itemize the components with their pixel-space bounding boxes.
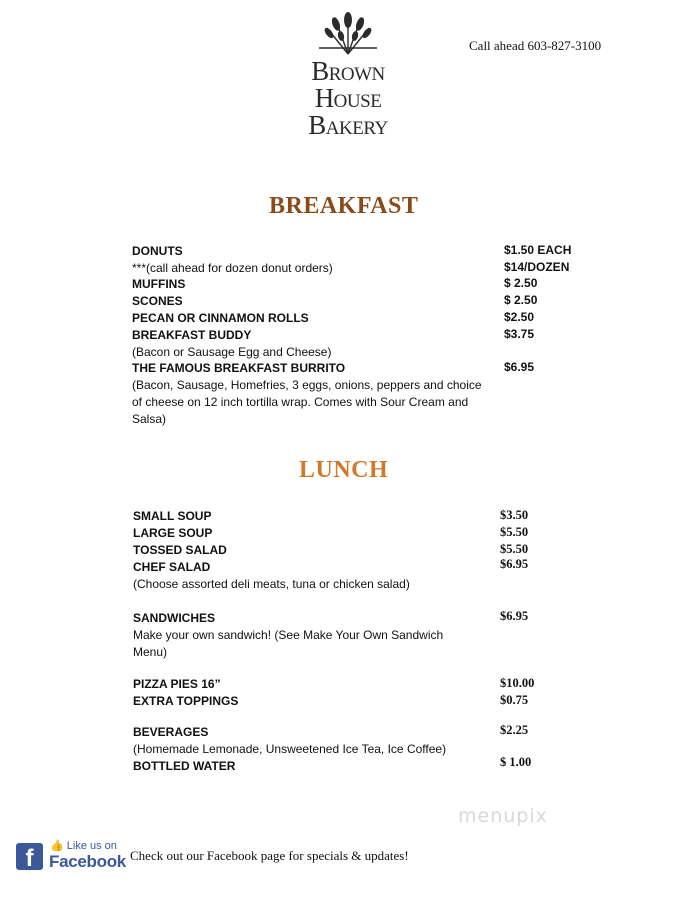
menu-item: MUFFINS [132, 277, 186, 291]
menu-price: $ 2.50 [504, 293, 538, 307]
menu-price: $2.25 [500, 723, 529, 737]
menu-note: Make your own sandwich! (See Make Your Own Sandwich [133, 628, 444, 642]
menu-price: $6.95 [504, 360, 535, 374]
menu-price: $ 2.50 [504, 276, 538, 290]
menu-price: $10.00 [500, 676, 535, 690]
menu-note: (Homemade Lemonade, Unsweetened Ice Tea, Ice Coffee) [133, 742, 447, 756]
menu-item: SCONES [132, 294, 183, 308]
menu-price: $2.50 [504, 310, 535, 324]
menu-price: $3.50 [500, 508, 529, 522]
menu-price: $6.95 [500, 609, 529, 623]
menu-price: $6.95 [500, 557, 529, 571]
menu-item: THE FAMOUS BREAKFAST BURRITO [132, 361, 346, 375]
thumbs-up-icon: 👍 [50, 840, 64, 852]
menu-item: CHEF SALAD [133, 560, 211, 574]
menupix-watermark: menupix [458, 805, 548, 827]
menu-note: Menu) [133, 645, 168, 659]
logo-line-3: Bakery [308, 110, 388, 140]
facebook-like-text [50, 839, 117, 852]
breakfast-title: BREAKFAST [269, 193, 419, 219]
menu-item: PIZZA PIES 16” [133, 677, 221, 691]
menu-item: LARGE SOUP [133, 526, 213, 540]
menu-item: SMALL SOUP [133, 509, 212, 523]
menu-item: DONUTS [132, 244, 183, 258]
menu-price: $ 1.00 [500, 755, 532, 769]
menu-price: $0.75 [500, 693, 529, 707]
menu-item: BREAKFAST BUDDY [132, 328, 252, 342]
logo-line-2: House [314, 83, 382, 113]
facebook-message: Check out our Facebook page for specials & updates! [130, 848, 409, 863]
bakery-logo [296, 8, 400, 148]
wheat-icon [313, 8, 383, 56]
facebook-like-badge[interactable] [16, 839, 128, 875]
menu-note: (Choose assorted deli meats, tuna or chicken salad) [133, 577, 410, 591]
menu-item: TOSSED SALAD [133, 543, 227, 557]
menu-note: Salsa) [132, 412, 167, 426]
menu-item: PECAN OR CINNAMON ROLLS [132, 311, 309, 325]
call-ahead-phone: Call ahead 603-827-3100 [469, 38, 602, 53]
menu-note: of cheese on 12 inch tortilla wrap. Comes with Sour Cream and [132, 395, 469, 409]
menu-price: $1.50 EACH [504, 243, 572, 257]
menu-item: EXTRA TOPPINGS [133, 694, 239, 708]
menu-note: ***(call ahead for dozen donut orders) [132, 261, 333, 275]
logo-line-1: Brown [311, 56, 385, 86]
menu-item: BEVERAGES [133, 725, 209, 739]
menu-item: BOTTLED WATER [133, 759, 236, 773]
menu-price: $14/DOZEN [504, 260, 570, 274]
menu-item: SANDWICHES [133, 611, 216, 625]
facebook-icon: f [16, 843, 43, 870]
facebook-like-label: Like us on [66, 840, 117, 852]
menu-price: $5.50 [500, 525, 529, 539]
menu-note: (Bacon or Sausage Egg and Cheese) [132, 345, 332, 359]
facebook-wordmark: Facebook [49, 852, 126, 871]
lunch-title: LUNCH [299, 457, 389, 483]
menu-price: $3.75 [504, 327, 535, 341]
menu-note: (Bacon, Sausage, Homefries, 3 eggs, onions, peppers and choice [132, 378, 482, 392]
menu-price: $5.50 [500, 542, 529, 556]
